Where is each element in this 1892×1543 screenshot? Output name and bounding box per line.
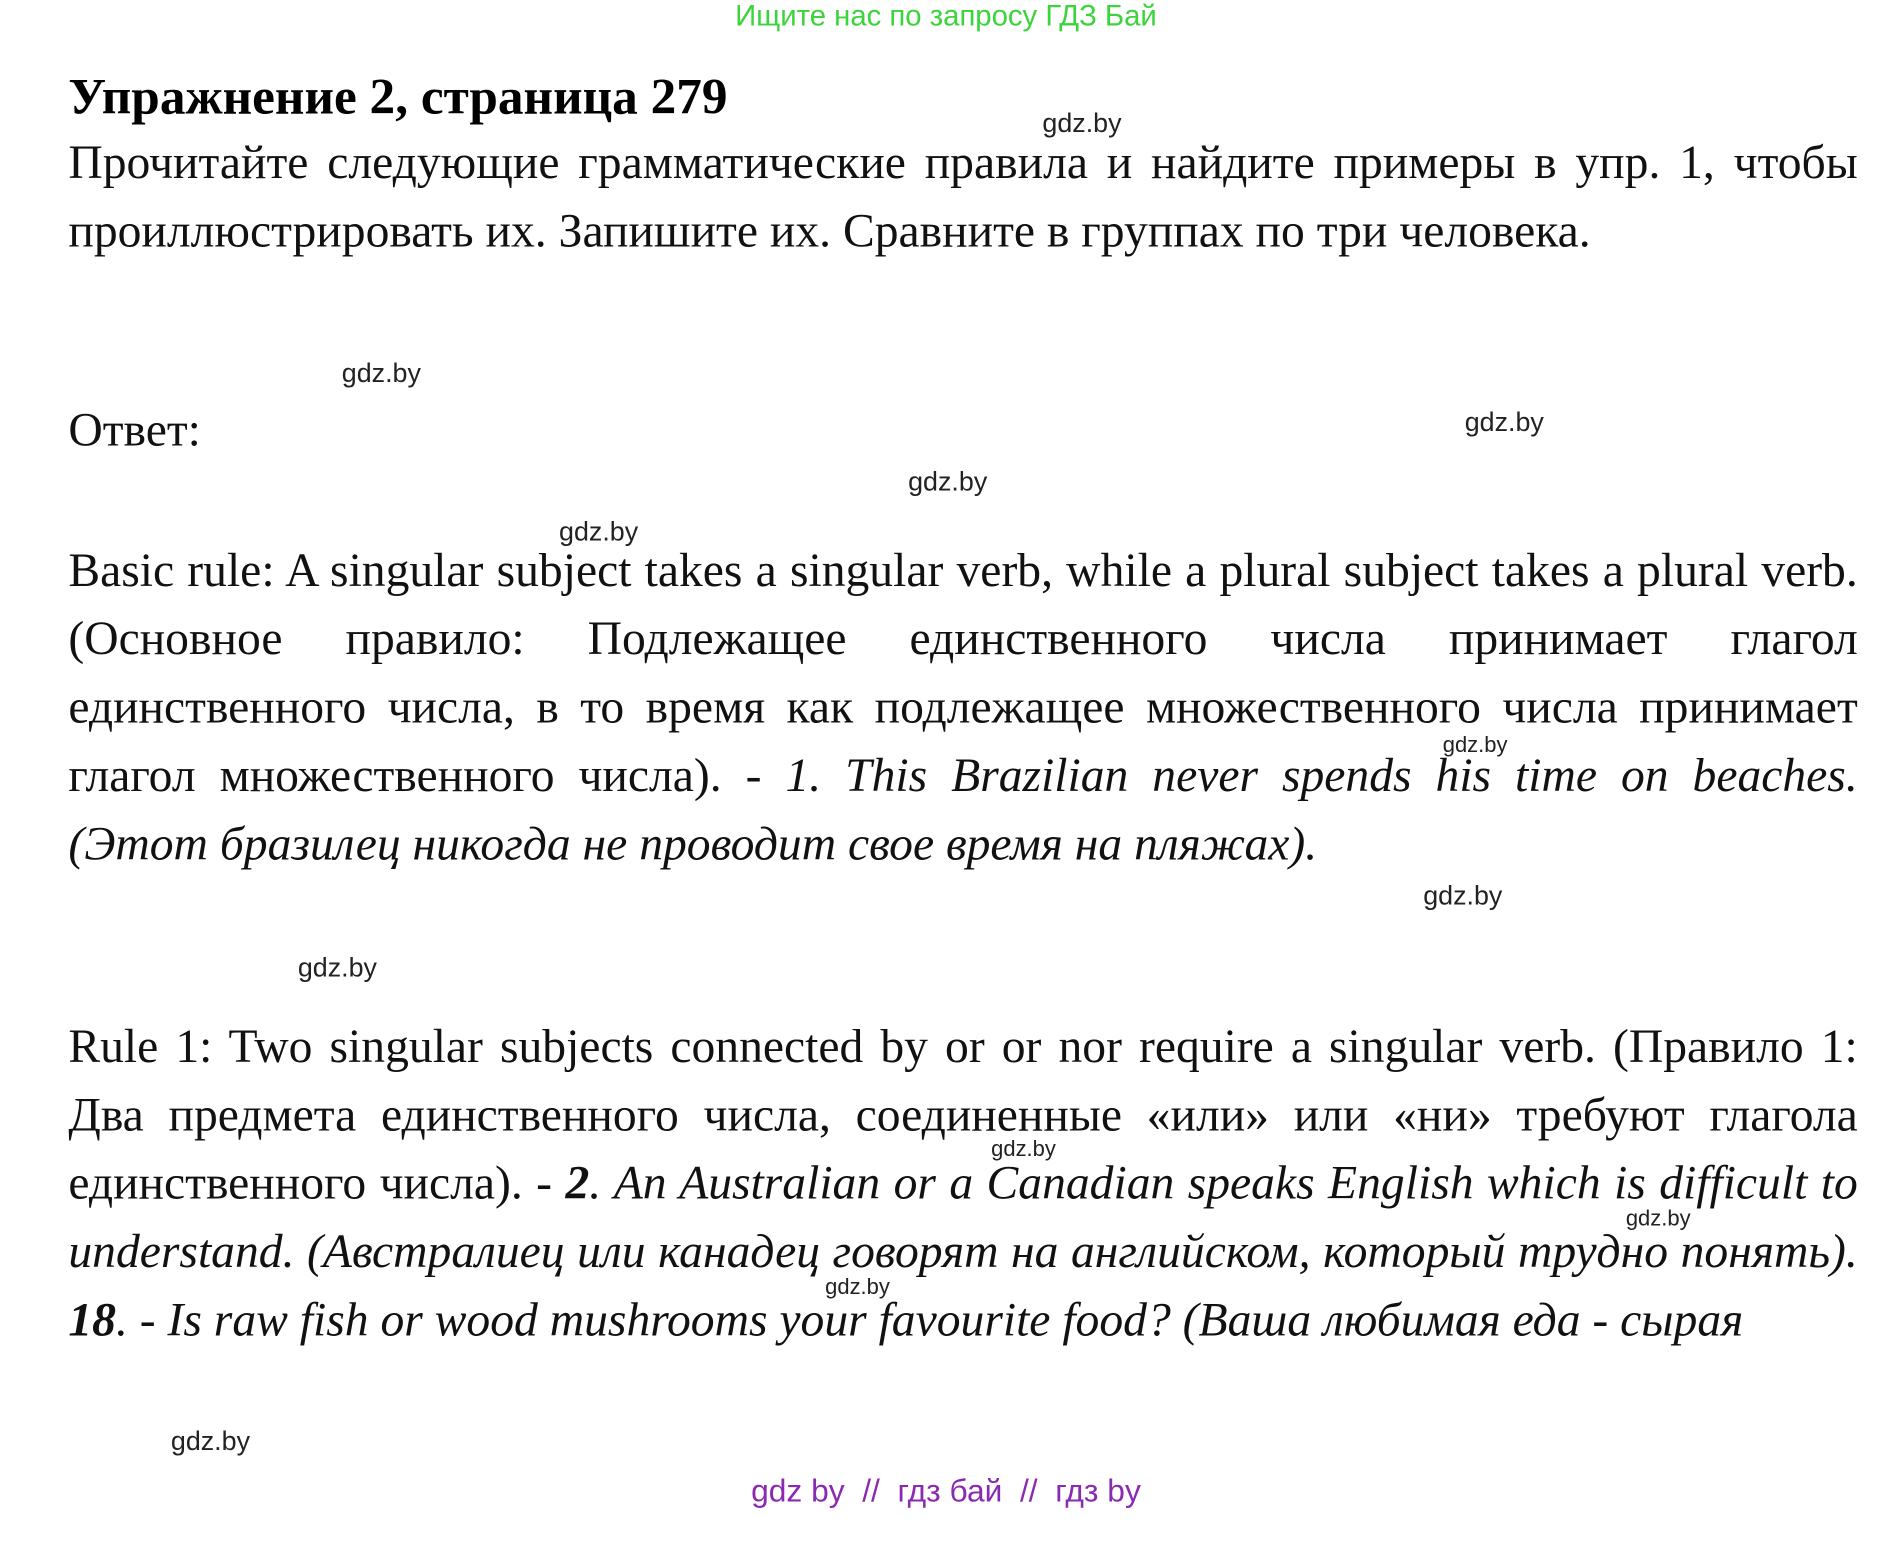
- watermark: gdz.by: [297, 952, 377, 983]
- watermark: gdz.by: [341, 357, 421, 389]
- footer-links[interactable]: gdz by // гдз бай // гдз by: [751, 1472, 1141, 1509]
- rule1-text: Rule 1: Two singular subjects connected by or or nor require a singular verb. (Правило 1: Два предмета единственного числа, соединенные «или» или «ни» требуют глагола единственного числа). -: [68, 1020, 1858, 1210]
- rule1-example2-number: 18: [68, 1293, 116, 1347]
- watermark: gdz.by: [559, 516, 639, 547]
- watermark: gdz.by: [170, 1425, 251, 1457]
- watermark: gdz.by: [908, 466, 988, 497]
- search-hint: Ищите нас по запросу ГДЗ Бай: [735, 0, 1157, 33]
- rule1-example1: . An Australian or a Canadian speaks English which is difficult to understand. (Австралиец или канадец говорят на английском, который трудно понять).: [68, 1157, 1858, 1278]
- watermark: gdz.by: [1442, 732, 1508, 757]
- watermark: gdz.by: [1042, 107, 1122, 138]
- watermark: gdz.by: [825, 1274, 890, 1299]
- watermark: gdz.by: [1625, 1205, 1691, 1231]
- basic-rule-paragraph: [68, 537, 1857, 879]
- exercise-title: Упражнение 2, страница 279: [68, 69, 728, 126]
- watermark: gdz.by: [991, 1136, 1056, 1161]
- watermark: gdz.by: [1464, 406, 1544, 437]
- basic-rule-example: 1. This Brazilian never spends his time on beaches. (Этот бразилец никогда не проводит свое время на пляжах).: [68, 749, 1858, 871]
- rule1-example2: . - Is raw fish or wood mushrooms your favourite food? (Ваша любимая еда - сырая: [115, 1293, 1744, 1347]
- watermark: gdz.by: [1423, 880, 1503, 911]
- basic-rule-text: Basic rule: A singular subject takes a singular verb, while a plural subject takes a plural verb. (Основное правило: Подлежащее единственного числа принимает глагол единственного числа, в то время как подлежащее множественного числа принимает глагол множественного числа). -: [68, 544, 1858, 802]
- answer-label: Ответ:: [68, 404, 201, 457]
- rule1-example1-number: 2: [565, 1157, 590, 1210]
- rule1-paragraph: [68, 1013, 1857, 1355]
- exercise-instruction: Прочитайте следующие грамматические правила и найдите примеры в упр. 1, чтобы проиллюстрировать их. Запишите их. Сравните в группах по три человека.: [68, 136, 1858, 258]
